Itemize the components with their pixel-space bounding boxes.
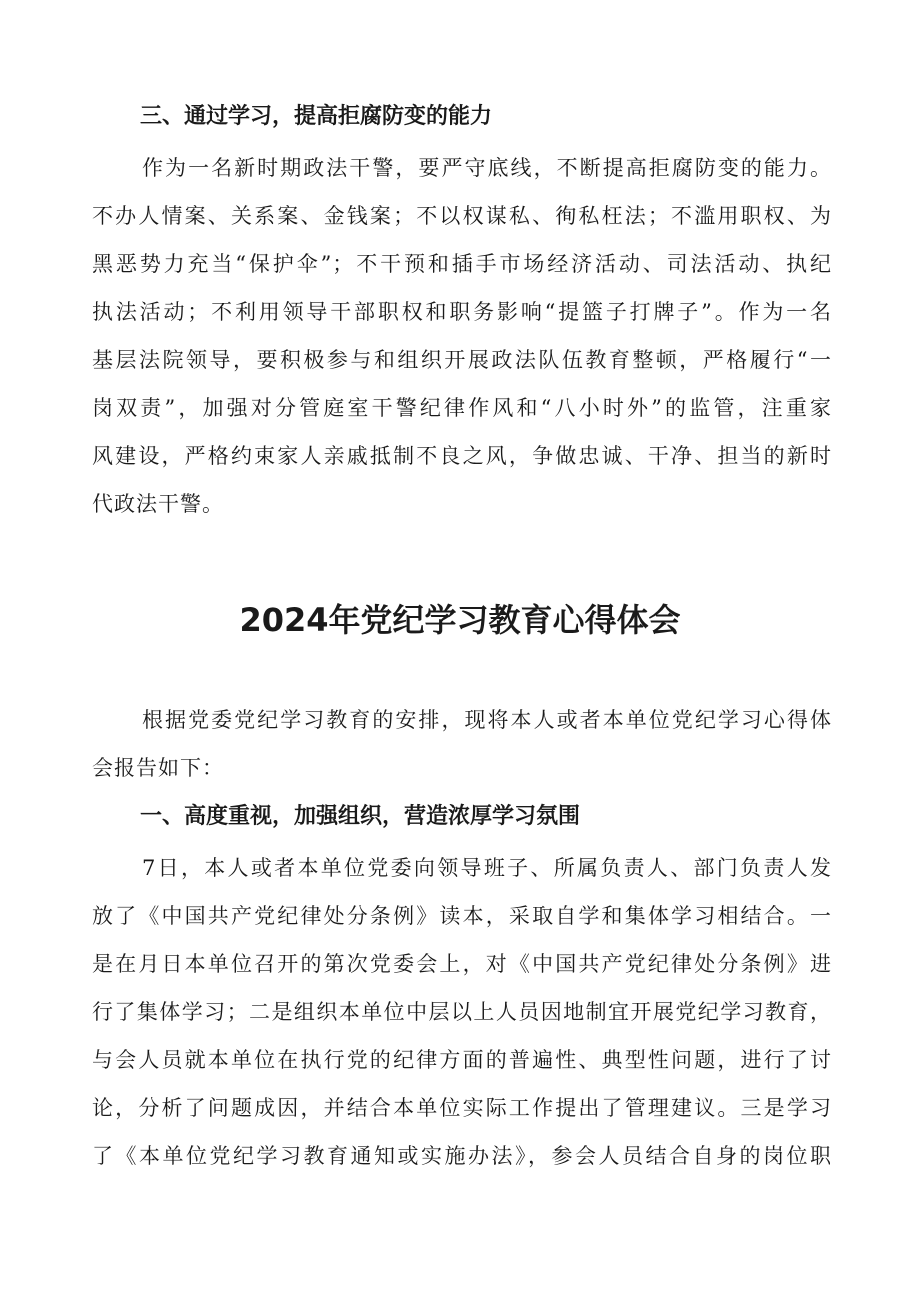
section-heading-3: 三、通过学习，提高拒腐防变的能力 bbox=[140, 104, 493, 129]
paragraph-line: 与会人员就本单位在执行党的纪律方面的普遍性、典型性问题，进行了讨 bbox=[92, 1048, 832, 1072]
paragraph-line: 根据党委党纪学习教育的安排，现将本人或者本单位党纪学习心得体 bbox=[142, 708, 832, 732]
paragraph-line: 基层法院领导，要积极参与和组织开展政法队伍教育整顿，严格履行“一 bbox=[92, 348, 832, 372]
paragraph-line: 作为一名新时期政法干警，要严守底线，不断提高拒腐防变的能力。 bbox=[142, 156, 832, 180]
paragraph-line: 论，分析了问题成因，并结合本单位实际工作提出了管理建议。三是学习 bbox=[92, 1096, 832, 1120]
paragraph-line: 风建设，严格约束家人亲戚抵制不良之风，争做忠诚、干净、担当的新时 bbox=[92, 444, 832, 468]
paragraph-line: 黑恶势力充当“保护伞”；不干预和插手市场经济活动、司法活动、执纪 bbox=[92, 252, 832, 276]
paragraph-line: 会报告如下： bbox=[92, 756, 224, 780]
intro-paragraph bbox=[92, 696, 832, 792]
paragraph-line: 行了集体学习；二是组织本单位中层以上人员因地制宜开展党纪学习教育， bbox=[92, 1000, 832, 1024]
paragraph-line: 7日，本人或者本单位党委向领导班子、所属负责人、部门负责人发 bbox=[142, 856, 832, 880]
section-3-paragraph bbox=[92, 144, 832, 528]
section-1-paragraph bbox=[92, 844, 832, 1180]
paragraph-line: 执法活动；不利用领导干部职权和职务影响“提篮子打牌子”。作为一名 bbox=[92, 300, 832, 324]
paragraph-line: 岗双责”，加强对分管庭室干警纪律作风和“八小时外”的监管，注重家 bbox=[92, 396, 832, 420]
paragraph-line: 不办人情案、关系案、金钱案；不以权谋私、徇私枉法；不滥用职权、为 bbox=[92, 204, 832, 228]
paragraph-line: 代政法干警。 bbox=[92, 492, 224, 516]
article-title: 2024年党纪学习教育心得体会 bbox=[239, 601, 681, 639]
paragraph-line: 放了《中国共产党纪律处分条例》读本，采取自学和集体学习相结合。一 bbox=[92, 904, 832, 928]
paragraph-line: 是在月日本单位召开的第次党委会上，对《中国共产党纪律处分条例》进 bbox=[92, 952, 832, 976]
section-heading-1: 一、高度重视，加强组织，营造浓厚学习氛围 bbox=[140, 804, 581, 829]
paragraph-line: 了《本单位党纪学习教育通知或实施办法》，参会人员结合自身的岗位职 bbox=[92, 1144, 832, 1168]
